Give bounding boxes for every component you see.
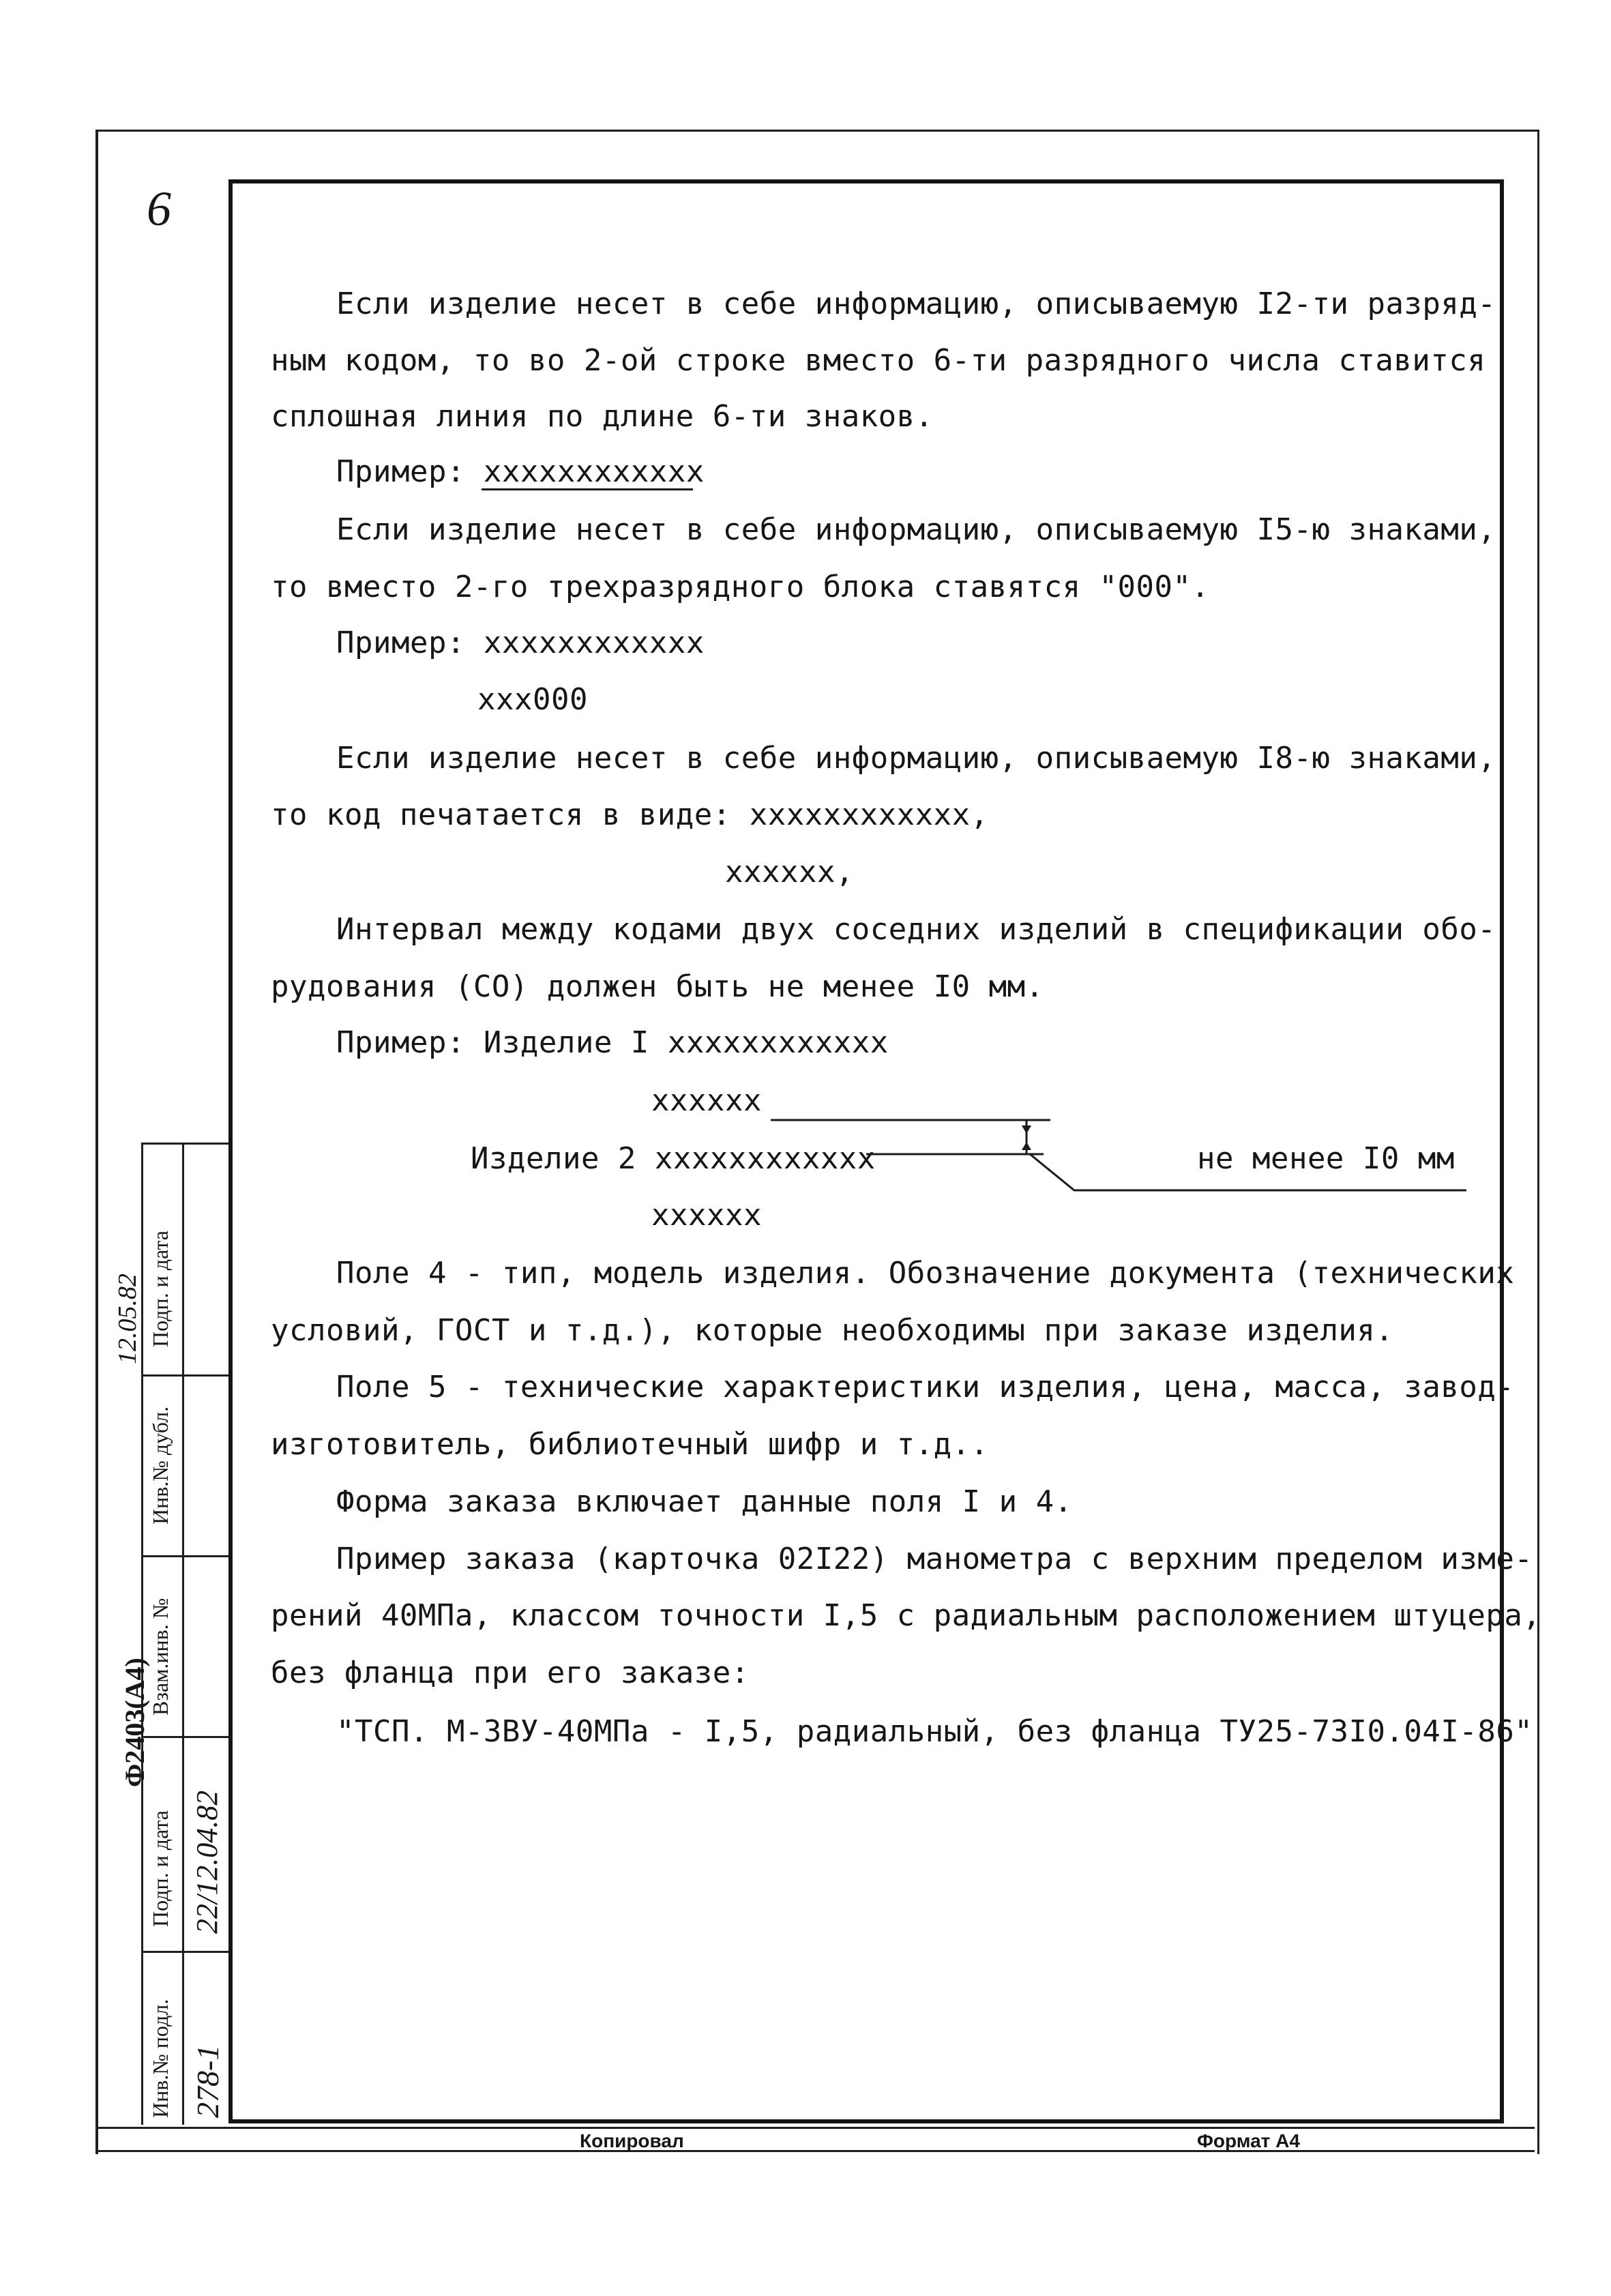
stamp-border [141,1374,228,1377]
text-line: Поле 4 - тип, модель изделия. Обозначение документа (технических [336,1256,1515,1291]
text-line: изготовитель, библиотечный шифр и т.д.. [271,1427,989,1462]
stamp-border [141,1143,228,1145]
text-line: ным кодом, то во 2-ой строке вместо 6-ти разрядного числа ставится [271,343,1486,378]
dimension-label: не менее I0 мм [1197,1141,1455,1176]
arrow-up-icon [1022,1142,1031,1150]
text-line: Если изделие несет в себе информацию, описываемую I2-ти разряд- [336,286,1496,321]
page-number: 6 [147,181,171,236]
text-line: Форма заказа включает данные поля I и 4. [336,1484,1073,1519]
text-line: Если изделие несет в себе информацию, описываемую I5-ю знаками, [336,512,1496,547]
text-line: Если изделие несет в себе информацию, описываемую I8-ю знаками, [336,741,1496,776]
text-line: рений 40МПа, классом точности I,5 с радиальным расположением штуцера, [271,1598,1541,1633]
form-code: Ф2403(А4) [119,1658,150,1787]
text-line: xxxxxx [651,1198,762,1233]
text-line: Пример: Изделие I xxxxxxxxxxxx [336,1025,889,1060]
stamp-label: Инв.№ подл. [148,1999,173,2118]
text-line: Пример: xxxxxxxxxxxx [336,454,705,489]
bottom-rule [95,2150,1535,2152]
text-line: "ТСП. М-3ВУ-40МПа - I,5, радиальный, без фланца ТУ25-73I0.04I-86" [336,1714,1533,1749]
stamp-border [141,1736,228,1738]
bottom-rule [95,2127,1535,2129]
text-line: Изделие 2 xxxxxxxxxxxx [471,1141,876,1176]
handwritten-inventory: 278-1 [190,2044,225,2118]
text-line: Интервал между кодами двух соседних изделий в спецификации обо- [336,912,1496,947]
leader-line [1030,1154,1466,1190]
stamp-label: Инв.№ дубл. [148,1406,173,1525]
footer-copied: Копировал [580,2130,684,2151]
stamp-label: Подп. и дата [148,1231,173,1347]
margin-stamp-table [141,1143,228,2125]
text-line: условий, ГОСТ и т.д.), которые необходимы при заказе изделия. [271,1313,1394,1348]
arrow-down-icon [1022,1125,1031,1134]
example-underline [482,488,693,490]
text-line: то вместо 2-го трехразрядного блока ставятся "000". [271,570,1210,604]
text-line: Пример заказа (карточка 02I22) манометра с верхним пределом изме- [336,1542,1533,1576]
text-line: то код печатается в виде: xxxxxxxxxxxx, [271,797,989,832]
text-line: xxx000 [477,682,588,717]
text-line: без фланца при его заказе: [271,1655,750,1690]
handwritten-date: 22/12.04.82 [190,1790,224,1934]
text-line: Поле 5 - технические характеристики изделия, цена, масса, завод- [336,1370,1515,1404]
stamp-label: Подп. и дата [148,1810,173,1927]
handwritten-signature-date: 12.05.82 [113,1274,142,1364]
text-line: xxxxxx [651,1083,762,1118]
stamp-border [141,1555,228,1557]
dimension-drawing [750,1091,1473,1214]
stamp-border [141,1951,228,1953]
text-line: рудования (СО) должен быть не менее I0 мм. [271,969,1044,1004]
footer-format: Формат А4 [1197,2130,1300,2151]
text-line: Пример: xxxxxxxxxxxx [336,625,705,660]
stamp-border [182,1143,184,2125]
stamp-label: Взам.инв. № [148,1598,173,1716]
text-line: xxxxxx, [725,855,854,889]
text-line: сплошная линия по длине 6-ти знаков. [271,399,934,434]
